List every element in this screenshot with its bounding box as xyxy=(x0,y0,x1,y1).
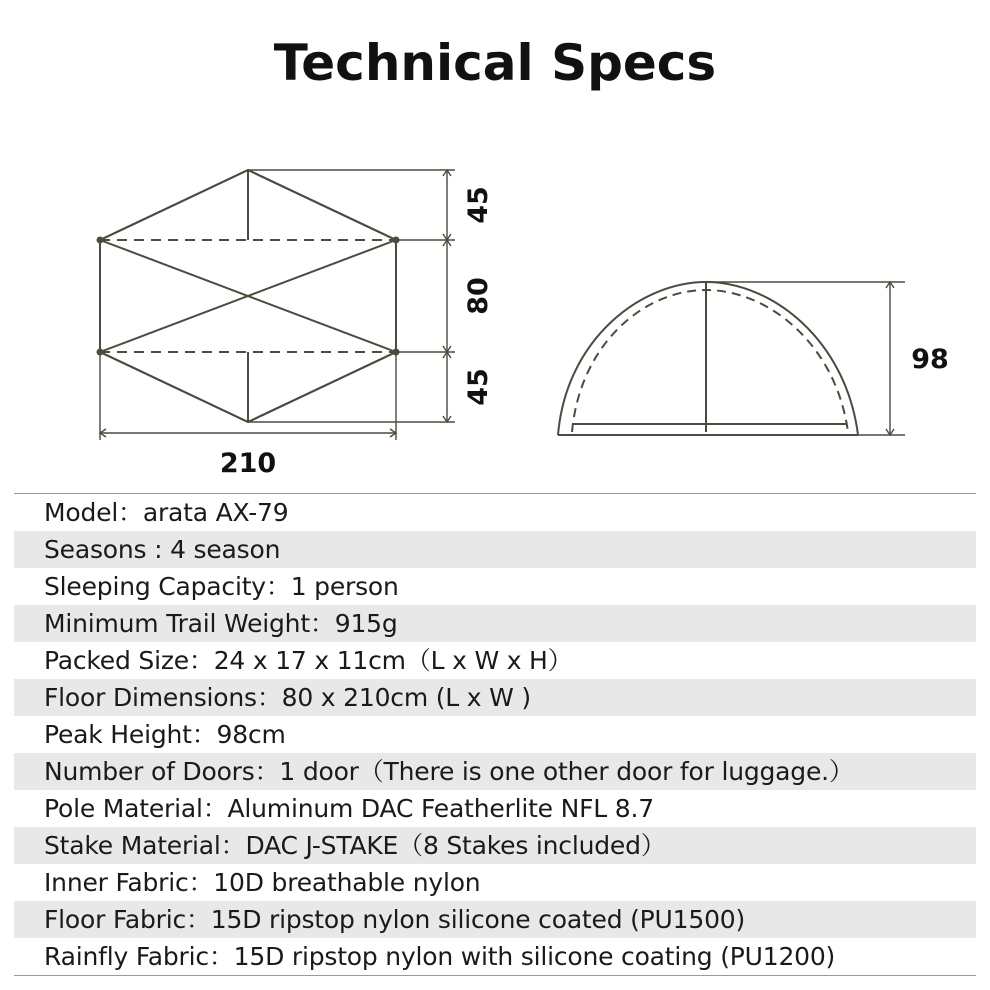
dimension-label-bottom-vestibule: 45 xyxy=(463,368,494,406)
floor-plan-edge-1 xyxy=(100,170,248,240)
spec-row-rainfly-fabric: Rainfly Fabric：15D ripstop nylon with silicone coating (PU1200) xyxy=(14,938,976,975)
side-profile-dimension-lines xyxy=(706,282,905,435)
spec-row-model: Model：arata AX-79 xyxy=(14,494,976,531)
spec-row-seasons: Seasons : 4 season xyxy=(14,531,976,568)
floor-plan-node xyxy=(97,237,104,244)
side-profile-outline xyxy=(558,282,858,435)
spec-row-sleeping-capacity: Sleeping Capacity：1 person xyxy=(14,568,976,605)
spec-row-number-of-doors: Number of Doors：1 door（There is one other door for luggage.） xyxy=(14,753,976,790)
tent-diagrams xyxy=(0,140,990,490)
diagram-svg xyxy=(0,140,990,490)
tent-floor-plan xyxy=(97,170,400,422)
dimension-label-top-vestibule: 45 xyxy=(463,186,494,224)
spec-row-floor-fabric: Floor Fabric：15D ripstop nylon silicone coated (PU1500) xyxy=(14,901,976,938)
dimension-label-floor-width: 80 xyxy=(463,277,494,315)
side-profile-inner-dashed xyxy=(572,290,848,432)
floor-plan-dimension-lines xyxy=(100,170,455,440)
dimension-label-peak-height: 98 xyxy=(911,344,949,375)
floor-plan-edge-2 xyxy=(248,170,396,240)
page-title: Technical Specs xyxy=(273,34,717,92)
spec-row-pole-material: Pole Material：Aluminum DAC Featherlite NFL 8.7 xyxy=(14,790,976,827)
floor-plan-edge-3 xyxy=(100,352,248,422)
spec-row-minimum-trail-weight: Minimum Trail Weight：915g xyxy=(14,605,976,642)
spec-row-stake-material: Stake Material：DAC J-STAKE（8 Stakes included） xyxy=(14,827,976,864)
dimension-label-overall-length: 210 xyxy=(219,448,277,479)
tent-side-profile xyxy=(558,282,858,435)
floor-plan-edge-4 xyxy=(248,352,396,422)
spec-row-packed-size: Packed Size：24 x 17 x 11cm（L x W x H） xyxy=(14,642,976,679)
spec-row-inner-fabric: Inner Fabric：10D breathable nylon xyxy=(14,864,976,901)
spec-table xyxy=(14,493,976,976)
spec-row-peak-height: Peak Height：98cm xyxy=(14,716,976,753)
spec-row-floor-dimensions: Floor Dimensions：80 x 210cm (L x W ) xyxy=(14,679,976,716)
